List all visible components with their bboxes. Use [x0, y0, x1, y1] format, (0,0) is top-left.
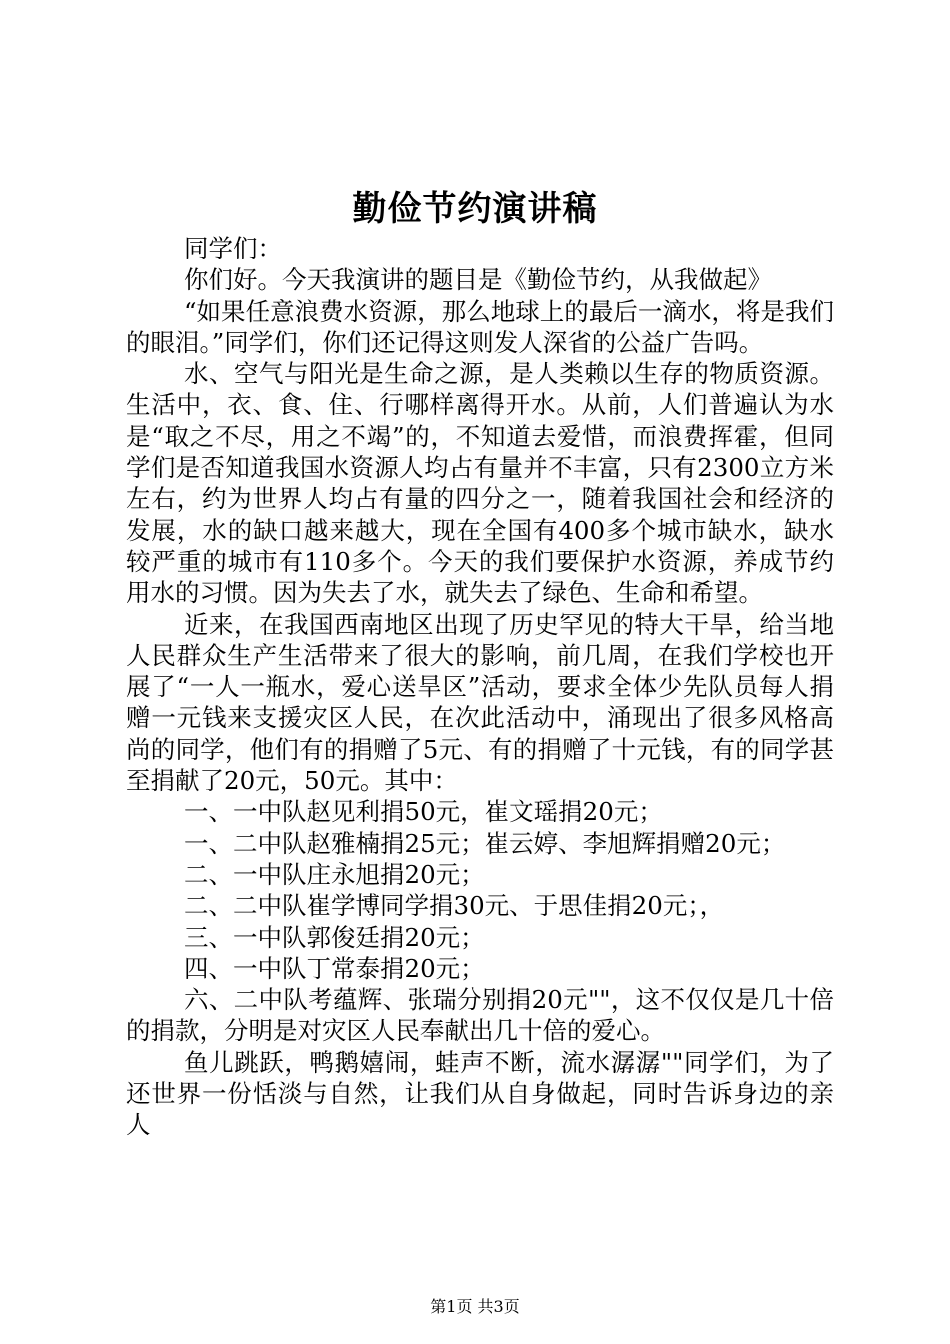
paragraph-intro: 你们好。今天我演讲的题目是《勤俭节约，从我做起》 [184, 265, 772, 295]
donation-item: 二、二中队崔学博同学捐30元、于思佳捐20元；， [184, 891, 725, 921]
donation-item-summary: 六、二中队考蕴辉、张瑞分别捐20元""，这不仅仅是几十倍的捐款，分明是对灾区人民奉献出几十倍的爱心。 [126, 985, 834, 1046]
paragraph-greeting: 同学们： [184, 234, 282, 263]
paragraph-water-resources: 水、空气与阳光是生命之源，是人类赖以生存的物质资源。生活中，衣、食、住、行哪样离得开水。从前，人们普遍认为水是“取之不尽，用之不竭”的，不知道去爱惜，而浪费挥霍，但同学们是否知道我国水资源人均占有量并不丰富，只有2300立方米左右，约为世界人均占有量的四分之一，随着我国社会和经济的发展，水的缺口越来越大，现在全国有400多个城市缺水，缺水较严重的城市有110多个。今天的我们要保护水资源，养成节约用水的习惯。因为失去了水，就失去了绿色、生命和希望。 [126, 359, 834, 608]
paragraph-closing: 鱼儿跳跃，鸭鹅嬉闹，蛙声不断，流水潺潺""同学们，为了还世界一份恬淡与自然，让我们从自身做起，同时告诉身边的亲人 [126, 1047, 834, 1140]
donation-item: 四、一中队丁常泰捐20元； [184, 953, 485, 983]
page-footer: 第1页 共3页 [430, 1297, 520, 1316]
paragraph-quote: “如果任意浪费水资源，那么地球上的最后一滴水，将是我们的眼泪。”同学们，你们还记得这则发人深省的公益广告吗。 [126, 296, 834, 357]
document-title: 勤俭节约演讲稿 [352, 189, 598, 229]
paragraph-drought: 近来，在我国西南地区出现了历史罕见的特大干旱，给当地人民群众生产生活带来了很大的影响，前几周，在我们学校也开展了“一人一瓶水，爱心送旱区”活动，要求全体少先队员每人捐赠一元钱来支援灾区人民，在次此活动中，涌现出了很多风格高尚的同学，他们有的捐赠了5元、有的捐赠了十元钱，有的同学甚至捐献了20元，50元。其中： [126, 609, 834, 796]
document-body [126, 233, 834, 1141]
donation-item: 三、一中队郭俊廷捐20元； [184, 922, 485, 952]
donation-item: 一、二中队赵雅楠捐25元；崔云婷、李旭辉捐赠20元； [184, 828, 786, 858]
donation-item: 一、一中队赵见利捐50元，崔文瑶捐20元； [184, 797, 663, 827]
donation-item: 二、一中队庄永旭捐20元； [184, 859, 485, 889]
